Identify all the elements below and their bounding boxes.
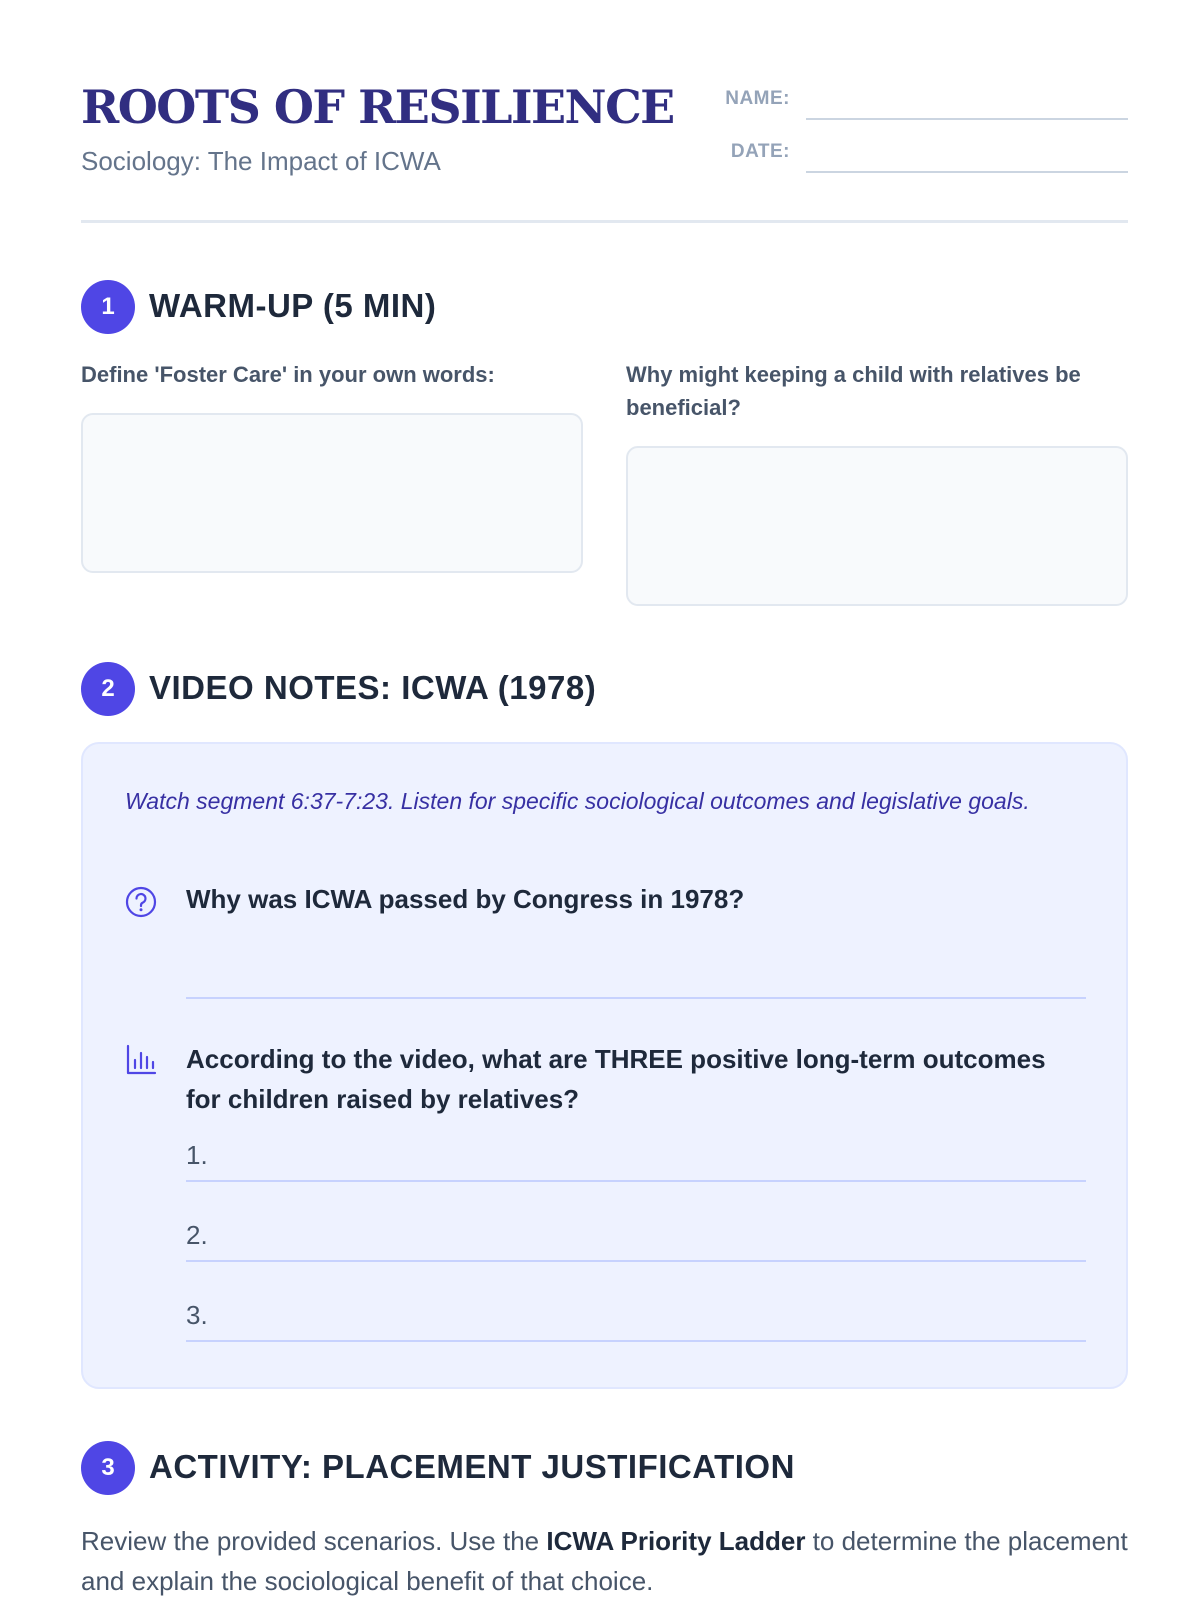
outcome-answer-line-3[interactable] (186, 1340, 1086, 1342)
activity-text-end: to determine the placement and explain the sociological benefit of that choice. (81, 1526, 1128, 1596)
worksheet-title: ROOTS OF RESILIENCE (81, 80, 674, 134)
section-number-badge: 3 (81, 1441, 135, 1495)
bar-chart-icon (125, 1044, 157, 1081)
activity-text-start: Review the provided scenarios. Use the (81, 1526, 547, 1556)
outcome-number-2: 2. (186, 1220, 208, 1250)
priority-ladder-term: ICWA Priority Ladder (546, 1526, 806, 1556)
video-question-1: Why was ICWA passed by Congress in 1978? (186, 884, 745, 914)
video-question-2: According to the video, what are THREE positive long-term outcomes for children raised by relatives? (186, 1044, 1046, 1114)
date-label: DATE: (730, 141, 790, 162)
header-divider (81, 220, 1128, 223)
outcome-number-1: 1. (186, 1140, 208, 1170)
answer-line[interactable] (186, 997, 1086, 999)
section-number-badge: 2 (81, 662, 135, 716)
video-notes-panel (81, 742, 1128, 1389)
outcome-answer-line-2[interactable] (186, 1260, 1086, 1262)
name-field[interactable] (806, 118, 1128, 120)
section-title: ACTIVITY: PLACEMENT JUSTIFICATION (149, 1448, 795, 1485)
warmup-answer-box-1[interactable] (81, 413, 583, 573)
warmup-answer-box-2[interactable] (626, 446, 1128, 606)
worksheet-page (81, 0, 1128, 1600)
activity-instructions (81, 1521, 1128, 1600)
warmup-question-2: Why might keeping a child with relatives be beneficial? (626, 362, 1081, 420)
worksheet-subtitle: Sociology: The Impact of ICWA (81, 146, 441, 176)
name-label: NAME: (725, 88, 790, 109)
worksheet-header (81, 0, 1128, 224)
video-instructions: Watch segment 6:37-7:23. Listen for specific sociological outcomes and legislative goals. (125, 788, 1030, 814)
outcome-answer-line-1[interactable] (186, 1180, 1086, 1182)
section-number-badge: 1 (81, 280, 135, 334)
question-circle-icon (125, 886, 157, 923)
warmup-question-1: Define 'Foster Care' in your own words: (81, 362, 495, 387)
date-field[interactable] (806, 171, 1128, 173)
outcome-number-3: 3. (186, 1300, 208, 1330)
section-title: WARM-UP (5 MIN) (149, 287, 437, 324)
section-title: VIDEO NOTES: ICWA (1978) (149, 669, 597, 706)
